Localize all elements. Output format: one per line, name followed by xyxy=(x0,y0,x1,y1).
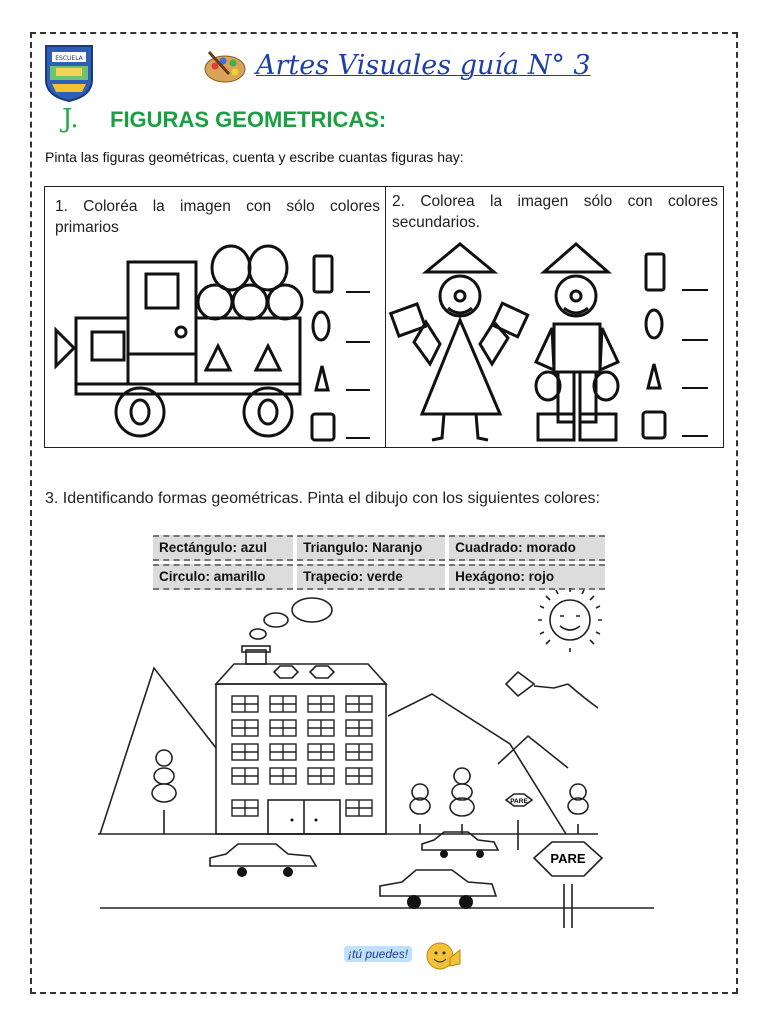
exercise2-text: 2. Colorea la imagen sólo con colores secundarios. xyxy=(392,193,718,231)
big-sign-text: PARE xyxy=(550,851,586,866)
legend-row xyxy=(153,535,605,561)
legend-item: Hexágono: rojo xyxy=(449,564,605,590)
page-title: Artes Visuales guía N° 3 xyxy=(256,50,591,81)
thumbs-up-smiley-icon xyxy=(426,940,462,972)
logo-text: ESCUELA xyxy=(55,55,83,62)
exercise3-text: 3. Identificando formas geométricas. Pinta el dibujo con los siguientes colores: xyxy=(45,490,600,507)
section-title: FIGURAS GEOMETRICAS: xyxy=(110,107,387,132)
town-scene-drawing xyxy=(98,588,658,940)
color-legend xyxy=(153,535,605,593)
legend-item: Circulo: amarillo xyxy=(153,564,293,590)
figures-drawing xyxy=(388,238,722,446)
legend-item: Rectángulo: azul xyxy=(153,535,293,561)
palette-icon xyxy=(203,50,247,84)
section-letter: J. xyxy=(62,104,79,134)
legend-item: Cuadrado: morado xyxy=(449,535,605,561)
legend-item: Trapecio: verde xyxy=(297,564,445,590)
truck-drawing xyxy=(48,240,386,445)
instruction-text: Pinta las figuras geométricas, cuenta y escribe cuantas figuras hay: xyxy=(45,149,464,165)
small-sign-text: PARE xyxy=(510,798,528,805)
school-logo xyxy=(44,44,94,102)
legend-item: Triangulo: Naranjo xyxy=(297,535,445,561)
encouragement-badge: ¡tú puedes! xyxy=(344,946,412,962)
exercise1-text: 1. Coloréa la imagen con sólo colores primarios xyxy=(55,198,380,236)
legend-row xyxy=(153,564,605,590)
